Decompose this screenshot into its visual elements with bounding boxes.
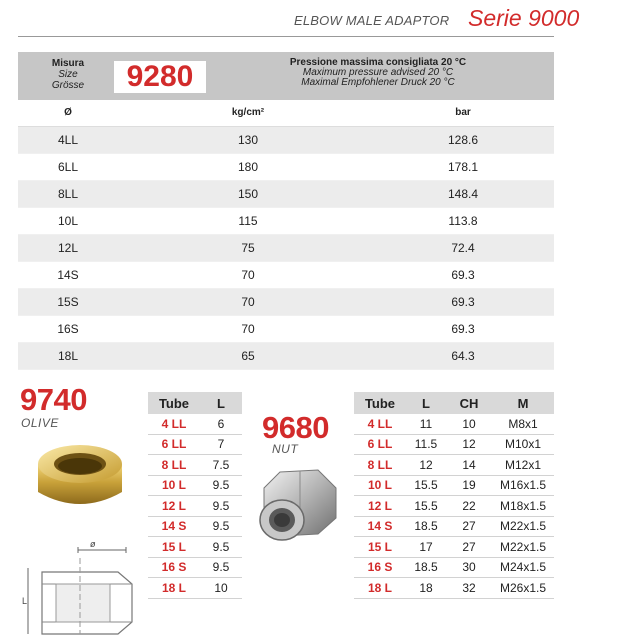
olive-code: 9740 [20, 382, 87, 417]
nut-cell-ch: 19 [446, 475, 492, 496]
pressure-row [18, 154, 554, 181]
pressure-title-it: Pressione massima consigliata 20 °C [289, 57, 467, 68]
olive-row [148, 516, 242, 537]
olive-label: OLIVE [21, 416, 59, 430]
olive-cell-l: 7 [200, 434, 242, 455]
nut-cell-m: M18x1.5 [492, 496, 554, 517]
pressure-title-de: Maximal Empfohlener Druck 20 °C [301, 77, 455, 88]
column-header-kg: kg/cm² [231, 107, 265, 118]
nut-cell-l: 18.5 [406, 557, 446, 578]
nut-cell-tube: 6 LL [354, 434, 406, 455]
pressure-cell-kg: 115 [238, 214, 258, 228]
olive-col-tube: Tube [148, 392, 200, 414]
nut-cell-m: M24x1.5 [492, 557, 554, 578]
nut-cell-l: 15.5 [406, 496, 446, 517]
olive-cell-l: 9.5 [200, 537, 242, 558]
nut-row [354, 475, 554, 496]
olive-technical-drawing [22, 538, 142, 636]
nut-image [256, 466, 352, 552]
pressure-cell-bar: 128.6 [447, 133, 479, 147]
olive-col-l: L [200, 392, 242, 414]
drawing-diameter-label: ø [90, 539, 96, 549]
nut-cell-tube: 12 L [354, 496, 406, 517]
column-header-diameter: Ø [64, 107, 72, 118]
size-label-en: Size [58, 69, 78, 80]
pressure-cell-bar: 64.3 [451, 349, 475, 363]
nut-col-tube: Tube [354, 392, 406, 414]
nut-cell-l: 11 [406, 414, 446, 434]
size-label [18, 58, 118, 91]
nut-cell-l: 11.5 [406, 434, 446, 455]
nut-cell-ch: 12 [446, 434, 492, 455]
pressure-cell-size: 8LL [57, 187, 79, 201]
pressure-cell-bar: 69.3 [451, 322, 475, 336]
nut-cell-ch: 32 [446, 578, 492, 599]
nut-cell-l: 18.5 [406, 516, 446, 537]
nut-cell-tube: 15 L [354, 537, 406, 558]
olive-row [148, 475, 242, 496]
nut-row [354, 496, 554, 517]
olive-row [148, 496, 242, 517]
nut-row [354, 537, 554, 558]
nut-cell-ch: 14 [446, 455, 492, 476]
pressure-cell-kg: 150 [237, 187, 259, 201]
pressure-row [18, 208, 554, 235]
olive-table [148, 392, 242, 599]
pressure-cell-bar: 113.8 [448, 214, 478, 228]
nut-row [354, 578, 554, 599]
olive-cell-tube: 12 L [148, 496, 200, 517]
nut-cell-m: M10x1 [492, 434, 554, 455]
nut-cell-l: 17 [406, 537, 446, 558]
nut-cell-ch: 22 [446, 496, 492, 517]
nut-cell-tube: 8 LL [354, 455, 406, 476]
pressure-cell-kg: 65 [241, 349, 255, 363]
nut-row [354, 516, 554, 537]
nut-cell-m: M22x1.5 [492, 537, 554, 558]
pressure-column-headers [18, 100, 554, 127]
pressure-cell-kg: 70 [241, 295, 255, 309]
nut-cell-tube: 16 S [354, 557, 406, 578]
pressure-table [18, 52, 554, 370]
pressure-cell-size: 15S [57, 295, 79, 309]
nut-row [354, 414, 554, 434]
olive-cell-tube: 14 S [148, 516, 200, 537]
olive-cell-l: 7.5 [200, 455, 242, 476]
nut-cell-ch: 10 [446, 414, 492, 434]
nut-table [354, 392, 554, 599]
nut-cell-tube: 10 L [354, 475, 406, 496]
nut-row [354, 434, 554, 455]
nut-cell-m: M16x1.5 [492, 475, 554, 496]
nut-cell-tube: 14 S [354, 516, 406, 537]
pressure-rows [18, 127, 554, 370]
olive-cell-l: 9.5 [200, 496, 242, 517]
pressure-cell-bar: 69.3 [451, 268, 475, 282]
olive-cell-tube: 16 S [148, 557, 200, 578]
olive-cell-tube: 4 LL [148, 414, 200, 434]
nut-cell-ch: 30 [446, 557, 492, 578]
pressure-cell-size: 10L [57, 214, 79, 228]
nut-col-l: L [406, 392, 446, 414]
size-label-de: Grösse [51, 80, 85, 91]
nut-cell-tube: 18 L [354, 578, 406, 599]
size-label-it: Misura [51, 58, 85, 69]
pressure-cell-bar: 178.1 [447, 160, 479, 174]
nut-row [354, 455, 554, 476]
nut-col-ch: CH [446, 392, 492, 414]
pressure-cell-kg: 70 [241, 322, 255, 336]
pressure-row [18, 289, 554, 316]
nut-cell-m: M22x1.5 [492, 516, 554, 537]
olive-cell-l: 9.5 [200, 516, 242, 537]
olive-cell-l: 6 [200, 414, 242, 434]
olive-cell-tube: 18 L [148, 578, 200, 599]
olive-cell-tube: 10 L [148, 475, 200, 496]
nut-cell-ch: 27 [446, 537, 492, 558]
olive-cell-l: 10 [200, 578, 242, 599]
nut-row [354, 557, 554, 578]
olive-cell-tube: 6 LL [148, 434, 200, 455]
olive-cell-tube: 15 L [148, 537, 200, 558]
nut-cell-m: M8x1 [492, 414, 554, 434]
olive-row [148, 578, 242, 599]
pressure-cell-size: 18L [57, 349, 79, 363]
nut-cell-ch: 27 [446, 516, 492, 537]
pressure-cell-bar: 148.4 [447, 187, 479, 201]
pressure-cell-bar: 72.4 [451, 241, 475, 255]
olive-row [148, 414, 242, 434]
pressure-row [18, 262, 554, 289]
pressure-cell-kg: 75 [241, 241, 255, 255]
pressure-row [18, 343, 554, 370]
header-divider [18, 36, 554, 37]
nut-cell-l: 15.5 [406, 475, 446, 496]
olive-cell-tube: 8 LL [148, 455, 200, 476]
pressure-row [18, 127, 554, 154]
pressure-row [18, 316, 554, 343]
pressure-cell-size: 14S [57, 268, 79, 282]
olive-row [148, 455, 242, 476]
pressure-cell-bar: 69.3 [451, 295, 475, 309]
pressure-cell-kg: 180 [237, 160, 259, 174]
nut-cell-l: 18 [406, 578, 446, 599]
pressure-table-header [18, 52, 554, 100]
pressure-row [18, 181, 554, 208]
olive-cell-l: 9.5 [200, 475, 242, 496]
nut-cell-tube: 4 LL [354, 414, 406, 434]
olive-ring-image [30, 436, 130, 520]
pressure-cell-kg: 130 [237, 133, 259, 147]
pressure-title [218, 58, 538, 88]
pressure-cell-size: 16S [57, 322, 79, 336]
nut-code: 9680 [262, 410, 329, 445]
column-header-bar: bar [455, 107, 471, 118]
nut-col-m: M [492, 392, 554, 414]
series-title: Serie 9000 [468, 5, 580, 31]
pressure-title-en: Maximum pressure advised 20 °C [302, 67, 454, 78]
olive-row [148, 557, 242, 578]
olive-row [148, 434, 242, 455]
olive-cell-l: 9.5 [200, 557, 242, 578]
pressure-cell-size: 6LL [57, 160, 79, 174]
nut-label: NUT [272, 442, 299, 456]
olive-row [148, 537, 242, 558]
pressure-cell-size: 12L [57, 241, 79, 255]
drawing-length-label: L [22, 596, 28, 606]
pressure-cell-size: 4LL [57, 133, 79, 147]
product-subtitle: ELBOW MALE ADAPTOR [294, 13, 450, 28]
nut-cell-m: M12x1 [492, 455, 554, 476]
pressure-row [18, 235, 554, 262]
pressure-cell-kg: 70 [241, 268, 255, 282]
nut-cell-m: M26x1.5 [492, 578, 554, 599]
nut-cell-l: 12 [406, 455, 446, 476]
product-code: 9280 [114, 61, 206, 93]
